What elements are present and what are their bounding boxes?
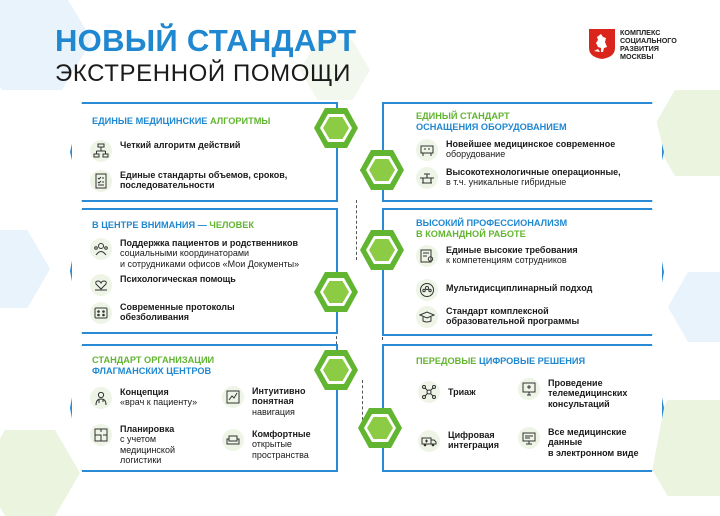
moscow-coat-of-arms-icon — [588, 28, 616, 60]
panel-title: СТАНДАРТ ОРГАНИЗАЦИИ ФЛАГМАНСКИХ ЦЕНТРОВ — [92, 355, 215, 376]
operating-table-icon — [416, 167, 438, 189]
telemedicine-icon — [518, 378, 540, 400]
navigation-icon — [222, 386, 244, 408]
triage-icon — [418, 381, 440, 403]
background-hex — [668, 272, 720, 342]
database-icon — [518, 427, 540, 449]
panel-title: ВЫСОКИЙ ПРОФЕССИОНАЛИЗМ В КОМАНДНОЙ РАБОТЕ — [416, 218, 568, 239]
panel-title: ЕДИНЫЙ СТАНДАРТ ОСНАЩЕНИЯ ОБОРУДОВАНИЕМ — [416, 111, 567, 132]
medical-device-icon — [416, 139, 438, 161]
panel-title: ПЕРЕДОВЫЕ ЦИФРОВЫЕ РЕШЕНИЯ — [416, 356, 586, 366]
education-icon — [416, 306, 438, 328]
heart-hands-icon — [90, 274, 112, 296]
floorplan-icon — [90, 424, 112, 446]
page-subtitle: ЭКСТРЕННОЙ ПОМОЩИ — [55, 60, 351, 87]
flowchart-icon — [90, 140, 112, 162]
panel-title: ЕДИНЫЕ МЕДИЦИНСКИЕ АЛГОРИТМЫ — [92, 116, 271, 126]
checklist-icon — [90, 170, 112, 192]
team-icon — [416, 279, 438, 301]
logo-text: КОМПЛЕКС СОЦИАЛЬНОГО РАЗВИТИЯ МОСКВЫ — [620, 28, 677, 61]
ambulance-icon — [418, 430, 440, 452]
background-hex — [0, 430, 80, 516]
background-hex — [0, 230, 50, 308]
doctor-icon — [90, 387, 112, 409]
panel-title: В ЦЕНТРЕ ВНИМАНИЯ — ЧЕЛОВЕК — [92, 220, 254, 230]
logo — [588, 28, 708, 62]
support-icon — [90, 238, 112, 260]
pills-icon — [90, 302, 112, 324]
page-title: НОВЫЙ СТАНДАРТ — [55, 23, 357, 58]
connector-line — [362, 380, 363, 420]
certificate-icon — [416, 245, 438, 267]
sofa-icon — [222, 429, 244, 451]
connector-line — [356, 200, 357, 260]
